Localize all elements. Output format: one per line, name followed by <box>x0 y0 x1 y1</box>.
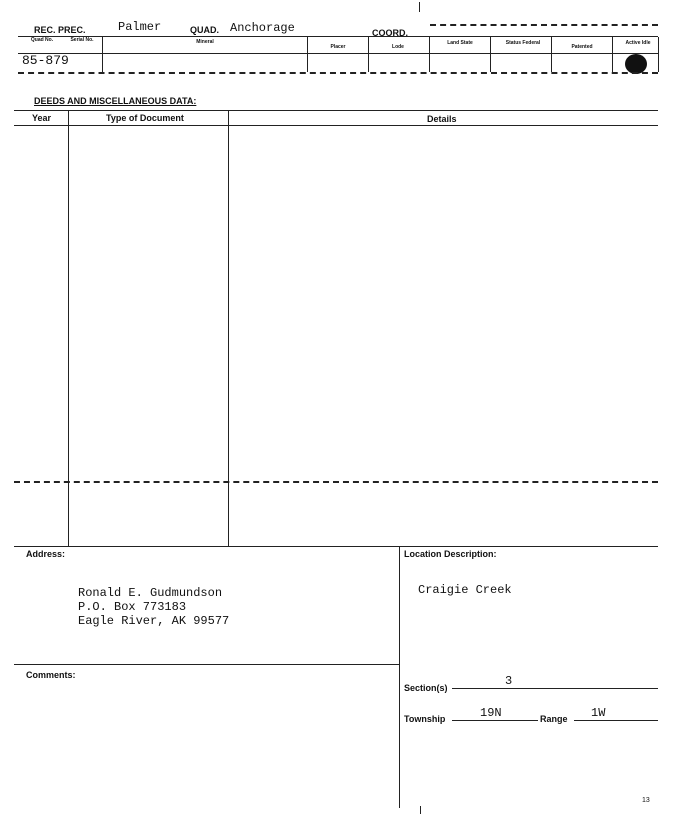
township-underline <box>452 720 538 721</box>
col-placer: Placer <box>330 44 346 50</box>
sections-value: 3 <box>505 674 513 688</box>
address-line-1: Ronald E. Gudmundson <box>78 586 223 600</box>
deeds-top-rule <box>14 110 658 111</box>
address-line-2: P.O. Box 773183 <box>78 600 187 614</box>
col-divider-mineral <box>102 37 103 72</box>
quad-label: QUAD. <box>190 25 219 35</box>
col-header-rule <box>18 53 658 54</box>
comments-top-rule <box>14 664 399 665</box>
coord-label: COORD. <box>372 28 408 38</box>
col-divider-patented <box>551 37 552 72</box>
top-tick <box>419 2 420 12</box>
bottom-tick <box>420 806 421 814</box>
col-divider-end <box>658 37 659 72</box>
rec-prec-label: REC. PREC. <box>34 25 86 35</box>
quad-serial-value: 85-879 <box>22 53 69 68</box>
col-status-federal: Status Federal <box>505 40 541 46</box>
col-active-idle: Active Idle <box>625 40 651 46</box>
location-value: Craigie Creek <box>418 583 512 597</box>
township-value: 19N <box>480 706 502 720</box>
col-divider-status <box>490 37 491 72</box>
col-quad-no: Quad No. <box>30 37 54 43</box>
col-mineral: Mineral <box>196 39 214 45</box>
lower-top-rule <box>14 546 658 547</box>
deeds-title: DEEDS AND MISCELLANEOUS DATA: <box>34 96 197 106</box>
col-serial-no: Serial No. <box>70 37 94 43</box>
rec-prec-value: Palmer <box>118 20 162 34</box>
col-divider-lode <box>368 37 369 72</box>
active-marker-dot <box>625 54 647 74</box>
deeds-header-rule <box>14 125 658 126</box>
range-label: Range <box>540 714 568 724</box>
record-rule-dashed <box>18 72 658 74</box>
col-land-state: Land State <box>447 40 473 46</box>
page-mark: 13 <box>642 797 650 804</box>
col-divider-active <box>612 37 613 72</box>
location-label: Location Description: <box>404 549 497 559</box>
sections-label: Section(s) <box>404 683 448 693</box>
range-underline <box>574 720 658 721</box>
col-patented: Patented <box>571 44 593 50</box>
comments-label: Comments: <box>26 670 76 680</box>
header-rule-dashed <box>430 24 658 26</box>
deeds-col-type: Type of Document <box>106 113 184 123</box>
header-rule <box>18 36 658 37</box>
quad-value: Anchorage <box>230 21 295 35</box>
range-value: 1W <box>591 706 606 720</box>
deeds-col-year: Year <box>32 113 52 123</box>
deeds-col-details: Details <box>427 114 457 124</box>
address-line-3: Eagle River, AK 99577 <box>78 614 230 628</box>
lower-col-divider <box>399 546 400 808</box>
township-label: Township <box>404 714 446 724</box>
col-lode: Lode <box>392 44 404 50</box>
address-label: Address: <box>26 549 66 559</box>
col-divider-placer <box>307 37 308 72</box>
col-divider-land <box>429 37 430 72</box>
sections-underline <box>452 688 658 689</box>
deeds-dashed-rule <box>14 481 658 483</box>
